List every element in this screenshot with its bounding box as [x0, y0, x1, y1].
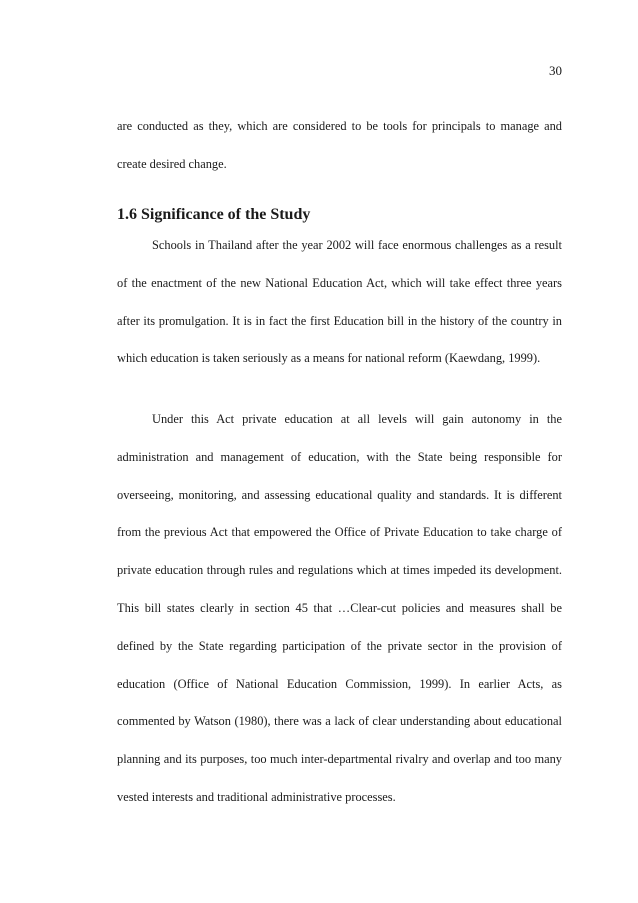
continuation-paragraph: are conducted as they, which are considered to be tools for principals to manage and create desired change.: [117, 119, 562, 171]
significance-paragraph-2: Under this Act private education at all levels will gain autonomy in the administration and management of education, with the State being responsible for overseeing, monitoring, and assessing educational quality and standards. It is different from the previous Act that empowered the Office of Private Education to take charge of private education through rules and regulations which at times impeded its development. This bill states clearly in section 45 that …Clear-cut policies and measures shall be defined by the State regarding participation of the private sector in the provision of education (Office of National Education Commission, 1999). In earlier Acts, as commented by Watson (1980), there was a lack of clear understanding about educational planning and its purposes, too much inter-departmental rivalry and overlap and too many vested interests and traditional administrative processes.: [117, 412, 562, 804]
section-heading: 1.6 Significance of the Study: [117, 206, 311, 223]
page-number: 30: [549, 63, 562, 78]
significance-paragraph-1: Schools in Thailand after the year 2002 will face enormous challenges as a result of the enactment of the new National Education Act, which will take effect three years after its promulgation. It is in fact the first Education bill in the history of the country in which education is taken seriously as a means for national reform (Kaewdang, 1999).: [117, 238, 562, 366]
